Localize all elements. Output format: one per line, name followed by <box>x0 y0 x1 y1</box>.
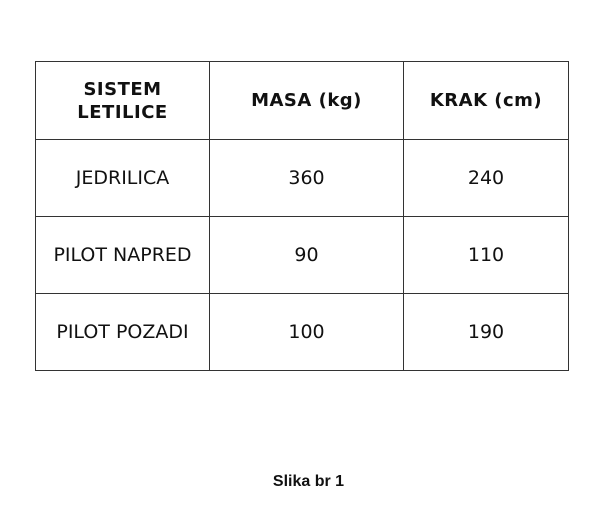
cell-system: PILOT POZADI <box>36 294 210 371</box>
table-header-row <box>36 62 569 140</box>
table-row <box>36 294 569 371</box>
cell-system: PILOT NAPRED <box>36 217 210 294</box>
header-system-line2: LETILICE <box>77 101 168 123</box>
cell-arm: 110 <box>404 217 569 294</box>
header-mass: MASA (kg) <box>210 62 404 140</box>
figure-caption: Slika br 1 <box>272 473 345 490</box>
weight-balance-table <box>35 61 569 371</box>
header-arm: KRAK (cm) <box>404 62 569 140</box>
cell-arm: 240 <box>404 140 569 217</box>
header-system-line1: SISTEM <box>83 78 162 100</box>
cell-arm: 190 <box>404 294 569 371</box>
cell-system: JEDRILICA <box>36 140 210 217</box>
cell-mass: 360 <box>210 140 404 217</box>
cell-mass: 100 <box>210 294 404 371</box>
header-system <box>36 62 210 140</box>
table-row <box>36 140 569 217</box>
data-table-container <box>35 61 569 371</box>
cell-mass: 90 <box>210 217 404 294</box>
table-row <box>36 217 569 294</box>
